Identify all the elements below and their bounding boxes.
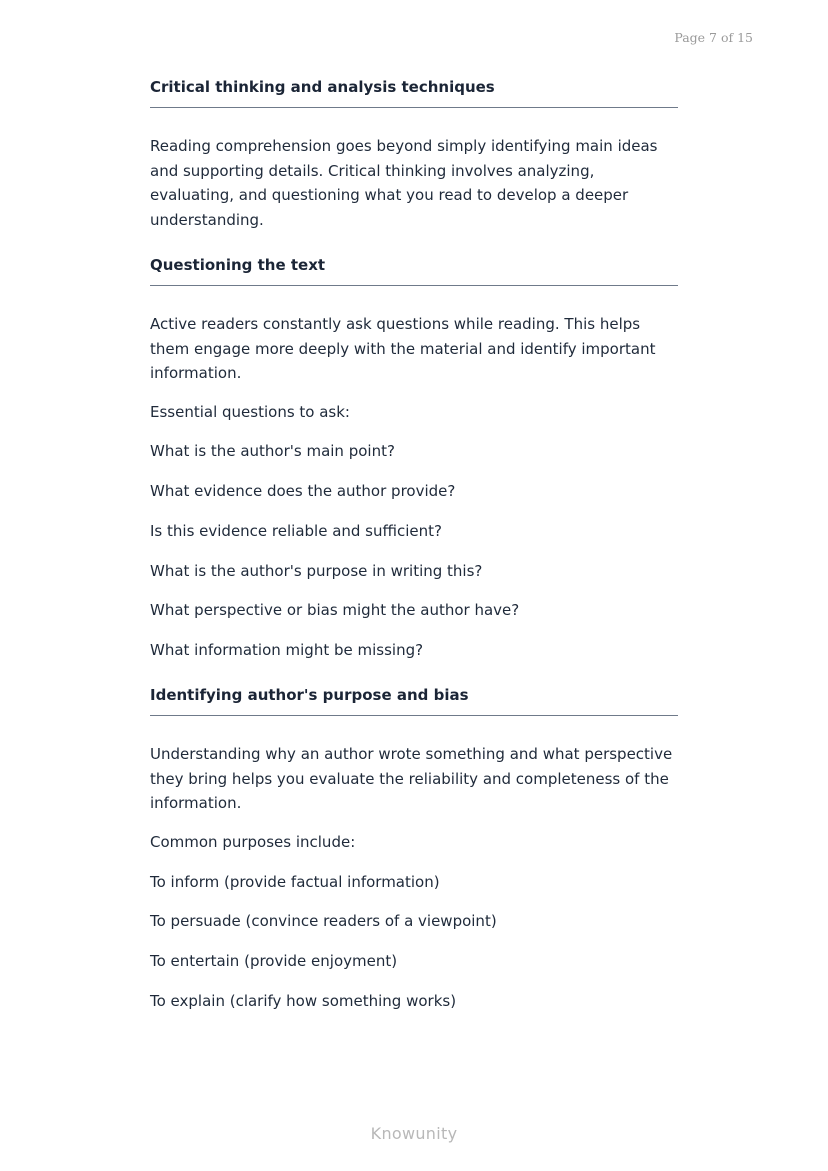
list-item: To persuade (convince readers of a viewpoint) — [150, 912, 497, 931]
list-item: To explain (clarify how something works) — [150, 991, 457, 1010]
section-critical-thinking — [150, 76, 678, 232]
section-author-purpose-bias — [150, 684, 678, 1013]
list-item: To entertain (provide enjoyment) — [150, 952, 398, 971]
list-item: What is the author's purpose in writing this? — [150, 561, 483, 580]
list-item: Is this evidence reliable and sufficient? — [150, 521, 443, 540]
paragraph: Understanding why an author wrote something and what perspective they bring helps you evaluate the reliability and completeness of the information. — [150, 745, 673, 813]
list-item: What perspective or bias might the author have? — [150, 601, 520, 620]
page-number: Page 7 of 15 — [674, 30, 753, 45]
watermark: Knowunity — [370, 1124, 458, 1143]
paragraph: Reading comprehension goes beyond simply identifying main ideas and supporting details. Critical thinking involves analyzing, evaluating, and questioning what you read to develop a deeper understanding. — [150, 137, 658, 229]
list-intro: Common purposes include: — [150, 832, 356, 851]
section-heading: Questioning the text — [150, 254, 678, 286]
list-item: What evidence does the author provide? — [150, 482, 456, 501]
list-item: To inform (provide factual information) — [150, 872, 440, 891]
paragraph: Active readers constantly ask questions while reading. This helps them engage more deeply with the material and identify important information. — [150, 315, 656, 382]
document-content — [150, 76, 678, 1029]
section-heading: Critical thinking and analysis techniques — [150, 76, 678, 108]
list-intro: Essential questions to ask: — [150, 402, 350, 421]
list-item: What information might be missing? — [150, 641, 424, 660]
section-questioning-the-text — [150, 254, 678, 662]
list-item: What is the author's main point? — [150, 442, 395, 461]
section-heading: Identifying author's purpose and bias — [150, 684, 678, 716]
